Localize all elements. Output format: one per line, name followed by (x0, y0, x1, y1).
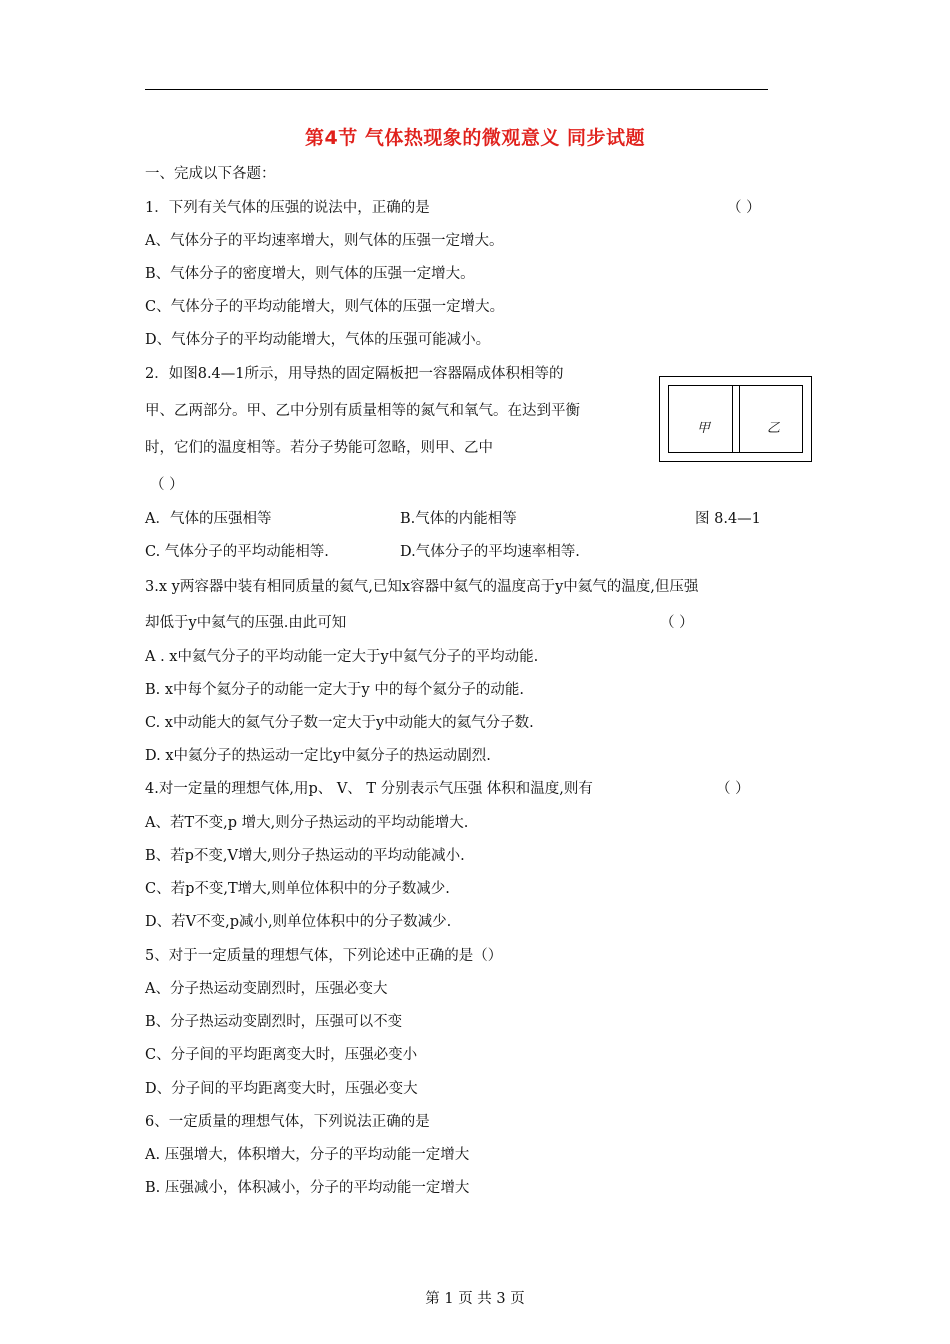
partition-line-right (739, 386, 740, 452)
q5-option-b: B、分子热运动变剧烈时，压强可以不变 (145, 1014, 403, 1030)
q6-stem: 6、一定质量的理想气体，下列说法正确的是 (145, 1114, 430, 1130)
q3-stem-line-1: 3.x y两容器中装有相同质量的氦气,已知x容器中氦气的温度高于y中氦气的温度,但压强 (145, 579, 699, 595)
q6-option-a: A. 压强增大，体积增大，分子的平均动能一定增大 (145, 1147, 470, 1163)
q3-option-a: A . x中氦气分子的平均动能一定大于y中氦气分子的平均动能. (145, 649, 539, 665)
q2-option-b: B.气体的内能相等 (400, 511, 517, 527)
q3-option-b: B. x中每个氦分子的动能一定大于y 中的每个氦分子的动能. (145, 682, 524, 698)
q2-stem-line-3: 时，它们的温度相等。若分子势能可忽略，则甲、乙中 (145, 440, 493, 456)
q1-stem: 1．下列有关气体的压强的说法中，正确的是 (145, 200, 430, 216)
page-footer: 第 1 页 共 3 页 (425, 1291, 525, 1307)
q3-option-d: D. x中氦分子的热运动一定比y中氦分子的热运动剧烈. (145, 748, 491, 764)
q1-option-d: D、气体分子的平均动能增大，气体的压强可能减小。 (145, 332, 491, 348)
q4-option-d: D、若V不变,p减小,则单位体积中的分子数减少. (145, 914, 452, 930)
q3-stem-line-2: 却低于y中氦气的压强.由此可知 (145, 615, 347, 631)
q2-option-c: C. 气体分子的平均动能相等. (145, 544, 329, 560)
q2-option-d: D.气体分子的平均速率相等. (400, 544, 580, 560)
q5-option-d: D、分子间的平均距离变大时，压强必变大 (145, 1081, 418, 1097)
q5-option-a: A、分子热运动变剧烈时，压强必变大 (145, 981, 388, 997)
q6-option-b: B. 压强减小，体积减小，分子的平均动能一定增大 (145, 1180, 470, 1196)
q5-option-c: C、分子间的平均距离变大时，压强必变小 (145, 1047, 418, 1063)
section-heading: 一、完成以下各题： (145, 166, 276, 182)
figure-caption: 图 8.4—1 (695, 511, 761, 527)
chamber-label-jia: 甲 (697, 421, 711, 436)
q3-option-c: C. x中动能大的氦气分子数一定大于y中动能大的氦气分子数. (145, 715, 534, 731)
q1-answer-paren: （ ） (727, 200, 761, 216)
q2-stem-line-1: 2．如图8.4—1所示，用导热的固定隔板把一容器隔成体积相等的 (145, 366, 564, 382)
q2-answer-paren: （ ） (150, 477, 184, 493)
q4-answer-paren: （ ） (716, 781, 750, 797)
q2-stem-line-2: 甲、乙两部分。甲、乙中分别有质量相等的氮气和氧气。在达到平衡 (145, 403, 580, 419)
container-inner (668, 385, 803, 453)
q1-option-a: A、气体分子的平均速率增大，则气体的压强一定增大。 (145, 233, 504, 249)
q4-stem: 4.对一定量的理想气体,用p、 V、 T 分别表示气压强 体积和温度,则有 (145, 781, 593, 797)
q5-stem: 5、对于一定质量的理想气体，下列论述中正确的是（） (145, 948, 503, 964)
chamber-label-yi: 乙 (767, 421, 781, 436)
q4-option-a: A、若T不变,p 增大,则分子热运动的平均动能增大. (145, 815, 469, 831)
q4-option-b: B、若p不变,V增大,则分子热运动的平均动能减小. (145, 848, 465, 864)
partition-line-left (732, 386, 733, 452)
q1-option-b: B、气体分子的密度增大，则气体的压强一定增大。 (145, 266, 475, 282)
header-rule (145, 89, 768, 90)
container-diagram (659, 376, 812, 462)
document-title: 第4节 气体热现象的微观意义 同步试题 (305, 127, 645, 149)
q1-option-c: C、气体分子的平均动能增大，则气体的压强一定增大。 (145, 299, 505, 315)
q3-answer-paren: （ ） (660, 615, 694, 631)
q2-option-a: A．气体的压强相等 (145, 511, 272, 527)
q4-option-c: C、若p不变,T增大,则单位体积中的分子数减少. (145, 881, 450, 897)
